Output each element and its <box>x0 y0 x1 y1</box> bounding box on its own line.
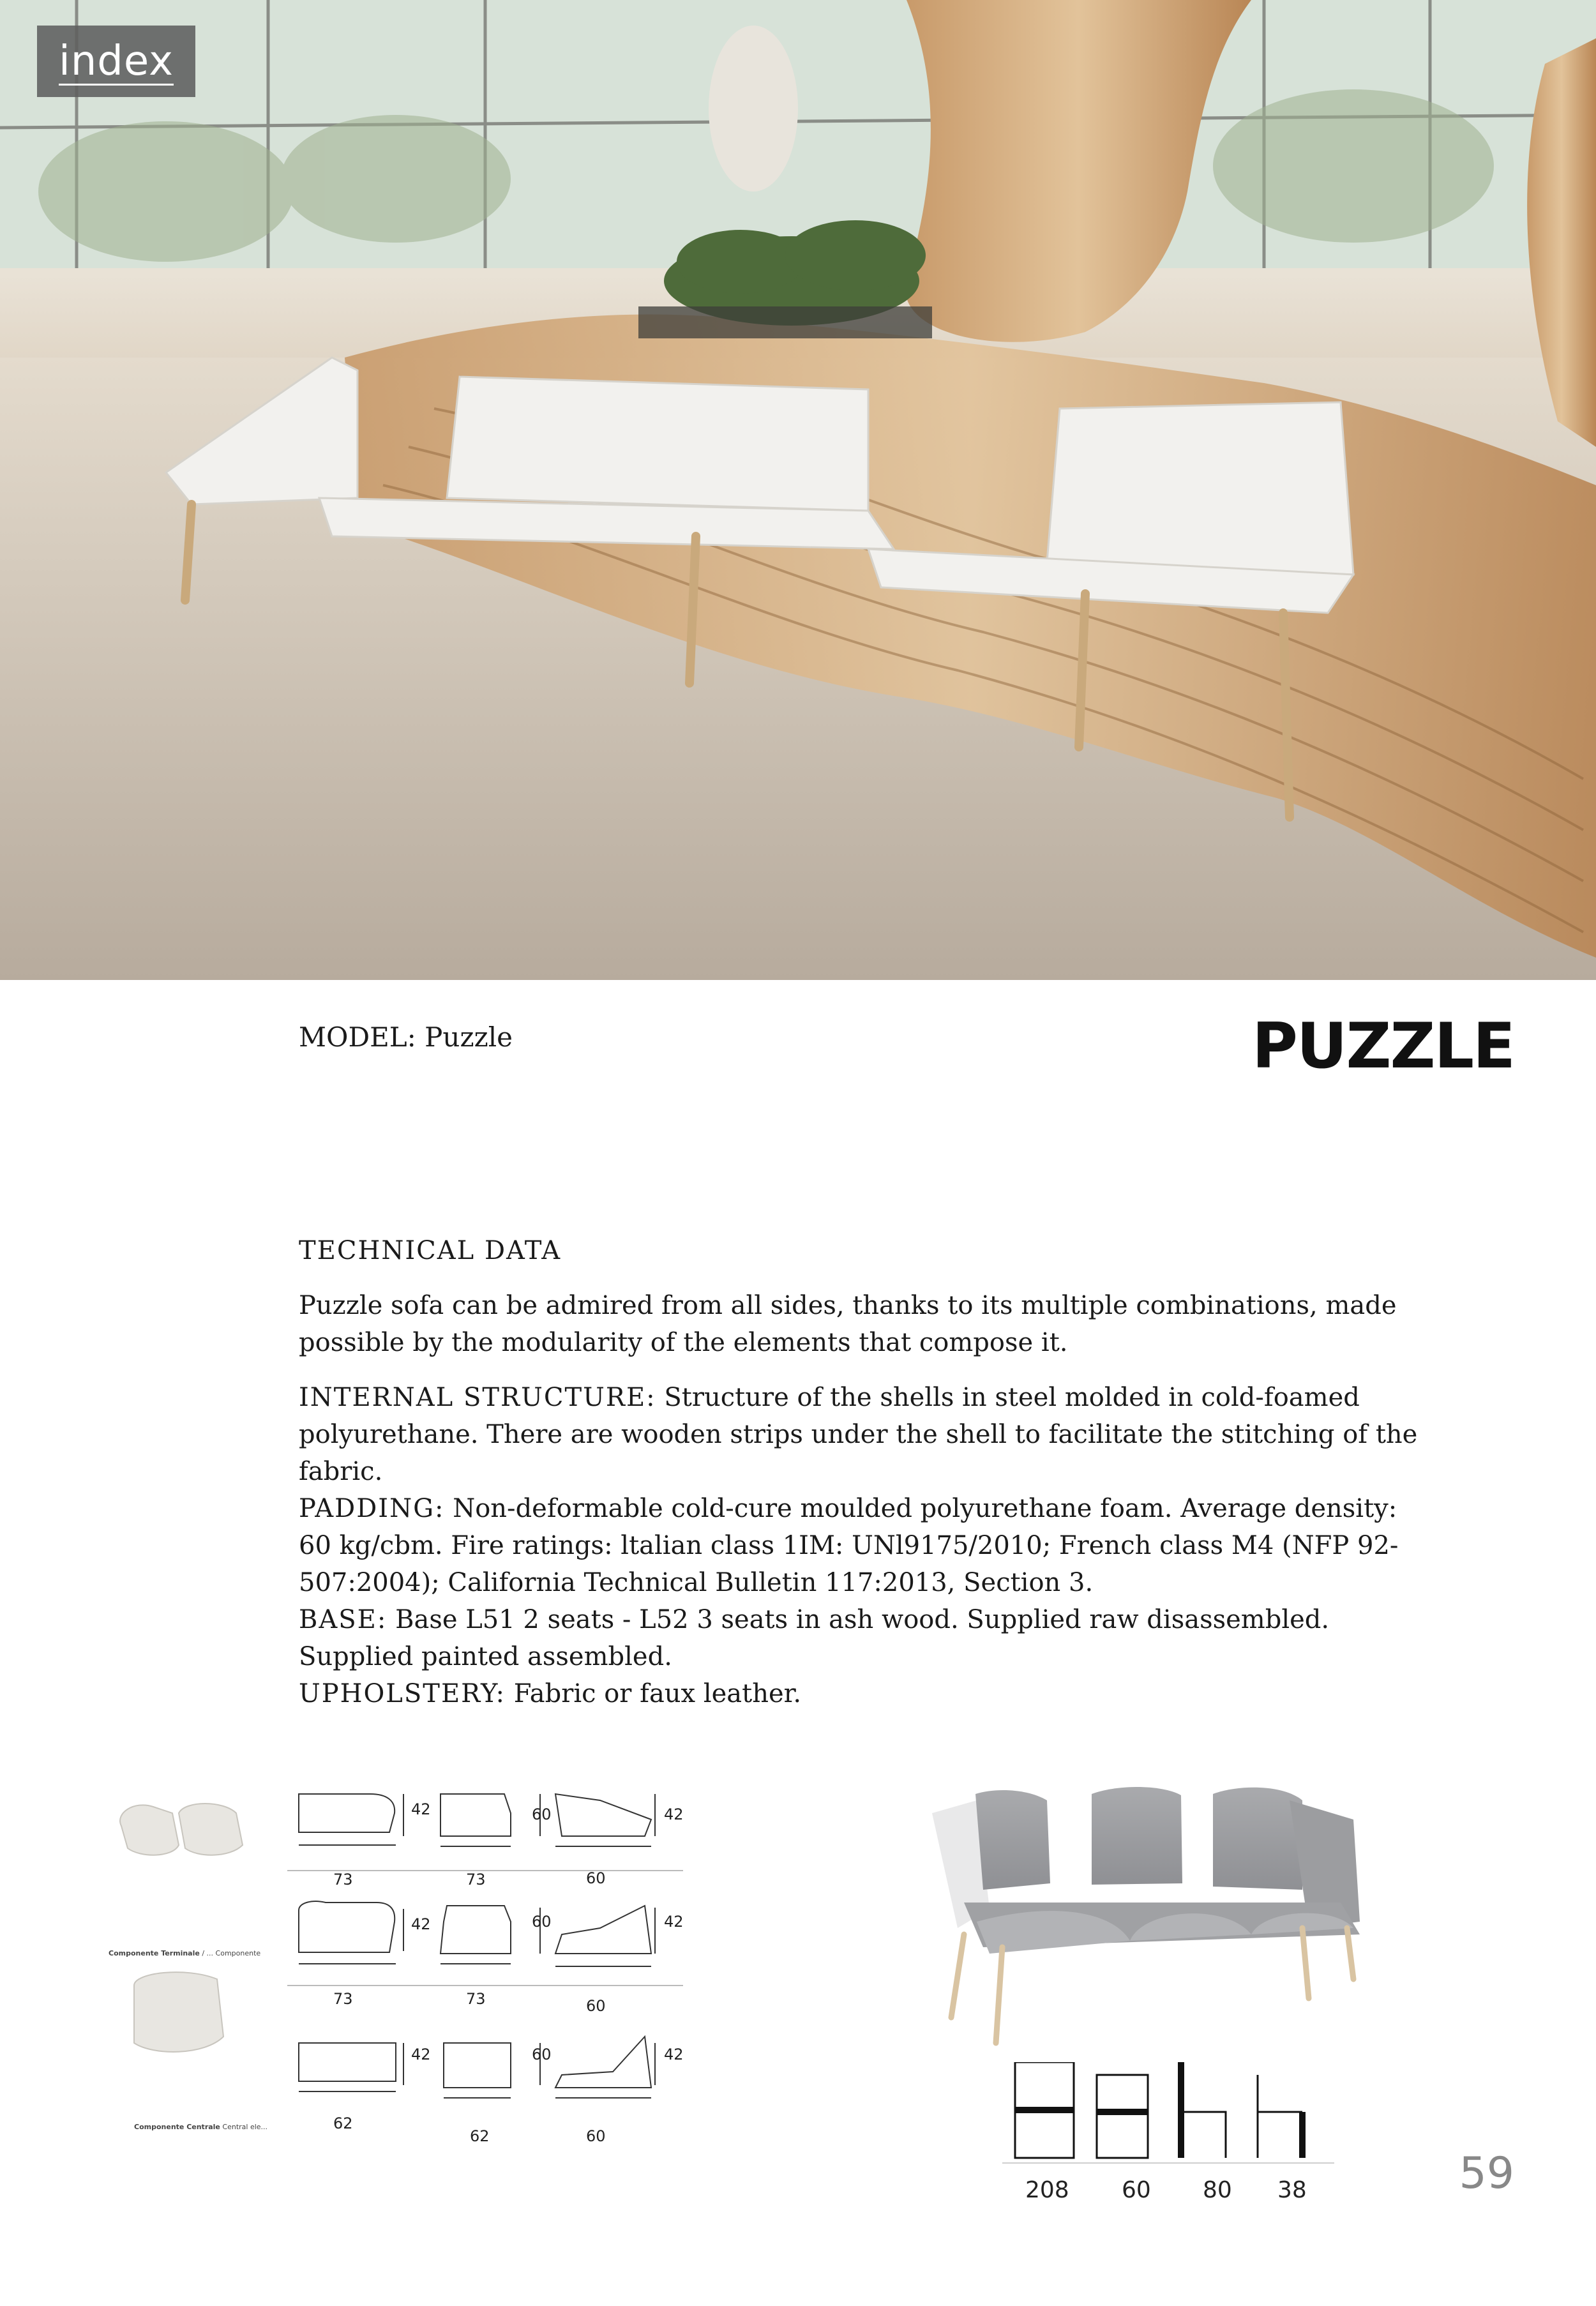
technical-heading: TECHNICAL DATA <box>299 1236 562 1265</box>
dim-label: 60 <box>532 2046 552 2063</box>
hero-illustration <box>0 0 1596 980</box>
hero-photo <box>0 0 1596 980</box>
dim-label: 73 <box>333 1871 353 1888</box>
padding-paragraph <box>299 1490 1435 1601</box>
dim-label: 73 <box>466 1871 486 1888</box>
depth-profile-icon <box>1097 2075 1148 2158</box>
length-profile-icon <box>1015 2062 1074 2158</box>
padding-label: PADDING: <box>299 1494 445 1523</box>
central-component-label: Componente Centrale Central ele... <box>134 2123 268 2131</box>
structure-text: Structure of the shells in steel molded in cold-foamed polyurethane. There are wooden strips under the shell to facilitate the stitching of the fabric. <box>299 1383 1418 1486</box>
padding-text: Non-deformable cold-cure moulded polyurethane foam. Average density: 60 kg/cbm. Fire ratings: ltalian class 1IM: UNl9175/2010; French class M4 (NFP 92-507:2004); California Technical Bulletin 117:2013, Section 3. <box>299 1494 1399 1597</box>
index-label: index <box>58 38 174 85</box>
overall-height: 80 <box>1203 2177 1232 2203</box>
dim-label: 42 <box>411 1915 431 1933</box>
upholstery-text: Fabric or faux leather. <box>505 1679 802 1708</box>
dim-label: 73 <box>466 1990 486 2008</box>
page-number: 59 <box>1459 2148 1514 2199</box>
dim-label: 42 <box>411 1800 431 1818</box>
dim-label: 60 <box>586 2127 606 2145</box>
height-profile-icon <box>1181 2062 1226 2158</box>
dimension-profiles <box>1002 2062 1334 2171</box>
dim-label: 42 <box>664 1805 684 1823</box>
technical-intro: Puzzle sofa can be admired from all sides, thanks to its multiple combinations, made possible by the modularity of the elements that compose it. <box>299 1291 1397 1357</box>
component-drawings <box>96 1775 702 2171</box>
dim-label: 42 <box>664 1913 684 1931</box>
central-component-photo <box>134 1972 223 2052</box>
brand-title: PUZZLE <box>1252 1010 1514 1083</box>
base-label: BASE: <box>299 1605 388 1634</box>
upholstery-paragraph <box>299 1675 1435 1712</box>
overall-length: 208 <box>1025 2177 1069 2203</box>
dim-label: 60 <box>532 1805 552 1823</box>
dim-label: 60 <box>532 1913 552 1931</box>
seat-height-profile-icon <box>1258 2075 1302 2158</box>
dim-label: 62 <box>333 2114 353 2132</box>
structure-paragraph <box>299 1379 1435 1490</box>
structure-label: INTERNAL STRUCTURE: <box>299 1383 656 1412</box>
component-drawings-svg <box>96 1775 702 2171</box>
upholstery-label: UPHOLSTERY: <box>299 1679 506 1708</box>
dim-label: 60 <box>586 1869 606 1887</box>
dim-label: 62 <box>470 2127 490 2145</box>
dim-label: 42 <box>411 2046 431 2063</box>
overall-seat-height: 38 <box>1277 2177 1307 2203</box>
base-paragraph <box>299 1601 1435 1675</box>
sofa-product-image <box>919 1775 1379 2049</box>
model-label: MODEL: Puzzle <box>299 1021 513 1053</box>
dim-label: 73 <box>333 1990 353 2008</box>
base-text: Base L51 2 seats - L52 3 seats in ash wood. Supplied raw disassembled. Supplied painted assembled. <box>299 1605 1330 1671</box>
dim-label: 60 <box>586 1997 606 2015</box>
terminal-component-photo <box>120 1804 243 1855</box>
technical-section <box>299 1232 1435 1712</box>
index-button[interactable] <box>37 26 195 97</box>
dim-label: 42 <box>664 2046 684 2063</box>
terminal-component-label: Componente Terminale / ... Componente <box>109 1949 261 1957</box>
overall-depth: 60 <box>1122 2177 1151 2203</box>
